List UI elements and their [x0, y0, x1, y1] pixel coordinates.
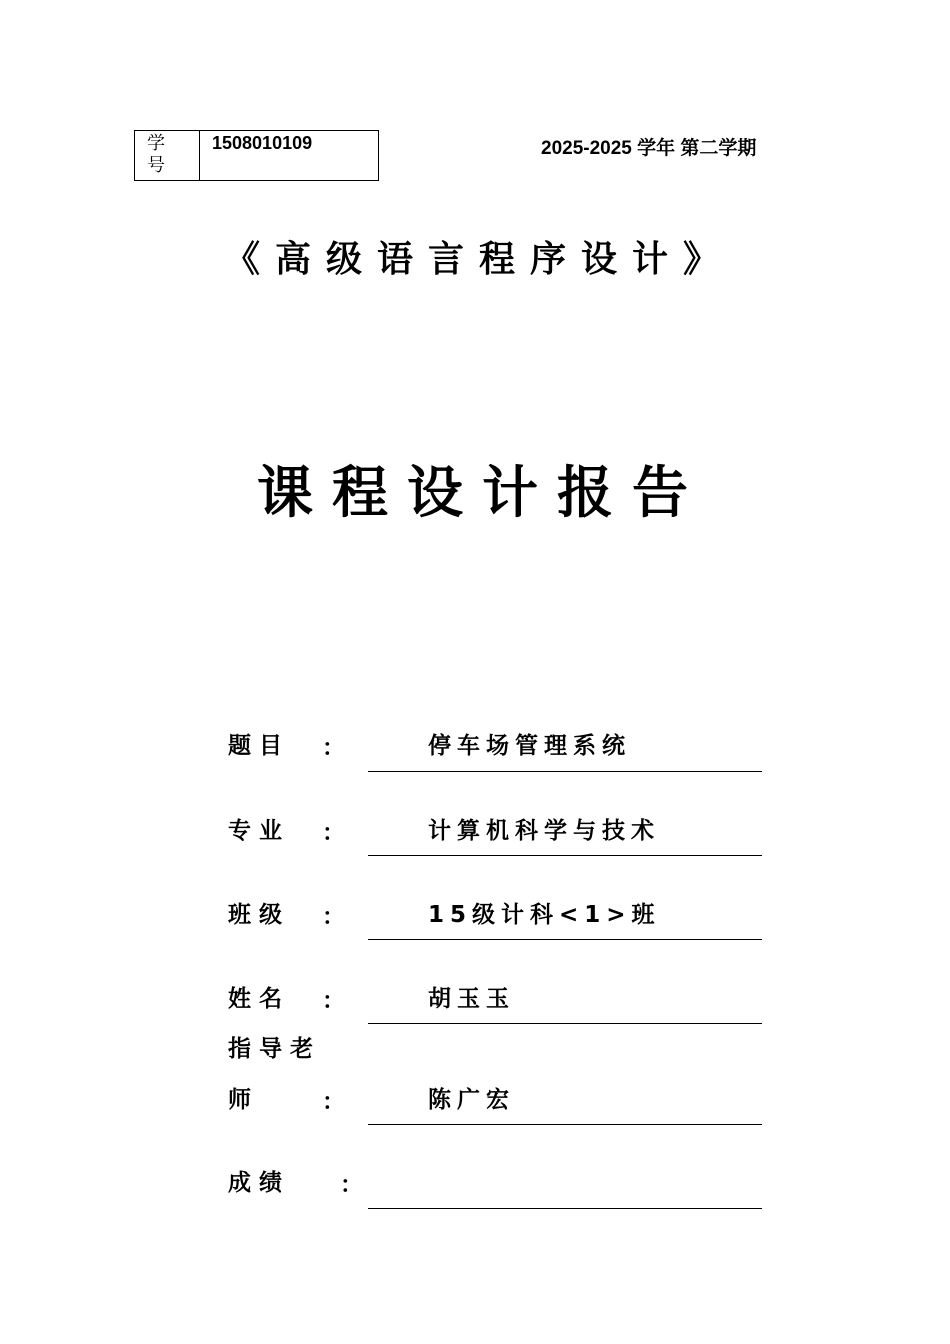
advisor-value: 陈广宏 [428, 1087, 515, 1113]
topic-label: 题 目 [228, 733, 283, 759]
topic-colon: ： [322, 735, 345, 761]
grade-underline [368, 1208, 762, 1209]
class-label: 班 级 [228, 902, 283, 928]
major-underline [368, 855, 762, 856]
advisor-label-line2: 师 [228, 1087, 251, 1113]
name-underline [368, 1023, 762, 1024]
major-label: 专 业 [228, 818, 283, 844]
class-value: 15级计科<1>班 [428, 902, 661, 928]
grade-colon: ： [340, 1172, 363, 1198]
advisor-underline [368, 1124, 762, 1125]
grade-label: 成 绩 [228, 1170, 283, 1196]
topic-value: 停车场管理系统 [428, 733, 631, 759]
report-title: 课程设计报告 [257, 461, 707, 526]
class-colon: ： [322, 904, 345, 930]
name-label: 姓 名 [228, 986, 283, 1012]
major-colon: ： [322, 820, 345, 846]
student-id-box [134, 130, 379, 181]
major-value: 计算机科学与技术 [428, 818, 660, 844]
class-underline [368, 939, 762, 940]
student-id-label-line1: 学 [147, 133, 165, 154]
student-id-label [135, 131, 200, 180]
course-title: 《高级语言程序设计》 [223, 239, 734, 280]
topic-underline [368, 771, 762, 772]
student-id-label-line2: 号 [147, 155, 165, 176]
student-id-value: 1508010109 [212, 133, 313, 153]
name-colon: ： [322, 988, 345, 1014]
academic-term: 2025-2025 学年 第二学期 [541, 138, 757, 159]
name-value: 胡玉玉 [428, 986, 515, 1012]
advisor-colon: ： [322, 1089, 345, 1115]
advisor-label-line1: 指 导 老 [228, 1036, 314, 1062]
